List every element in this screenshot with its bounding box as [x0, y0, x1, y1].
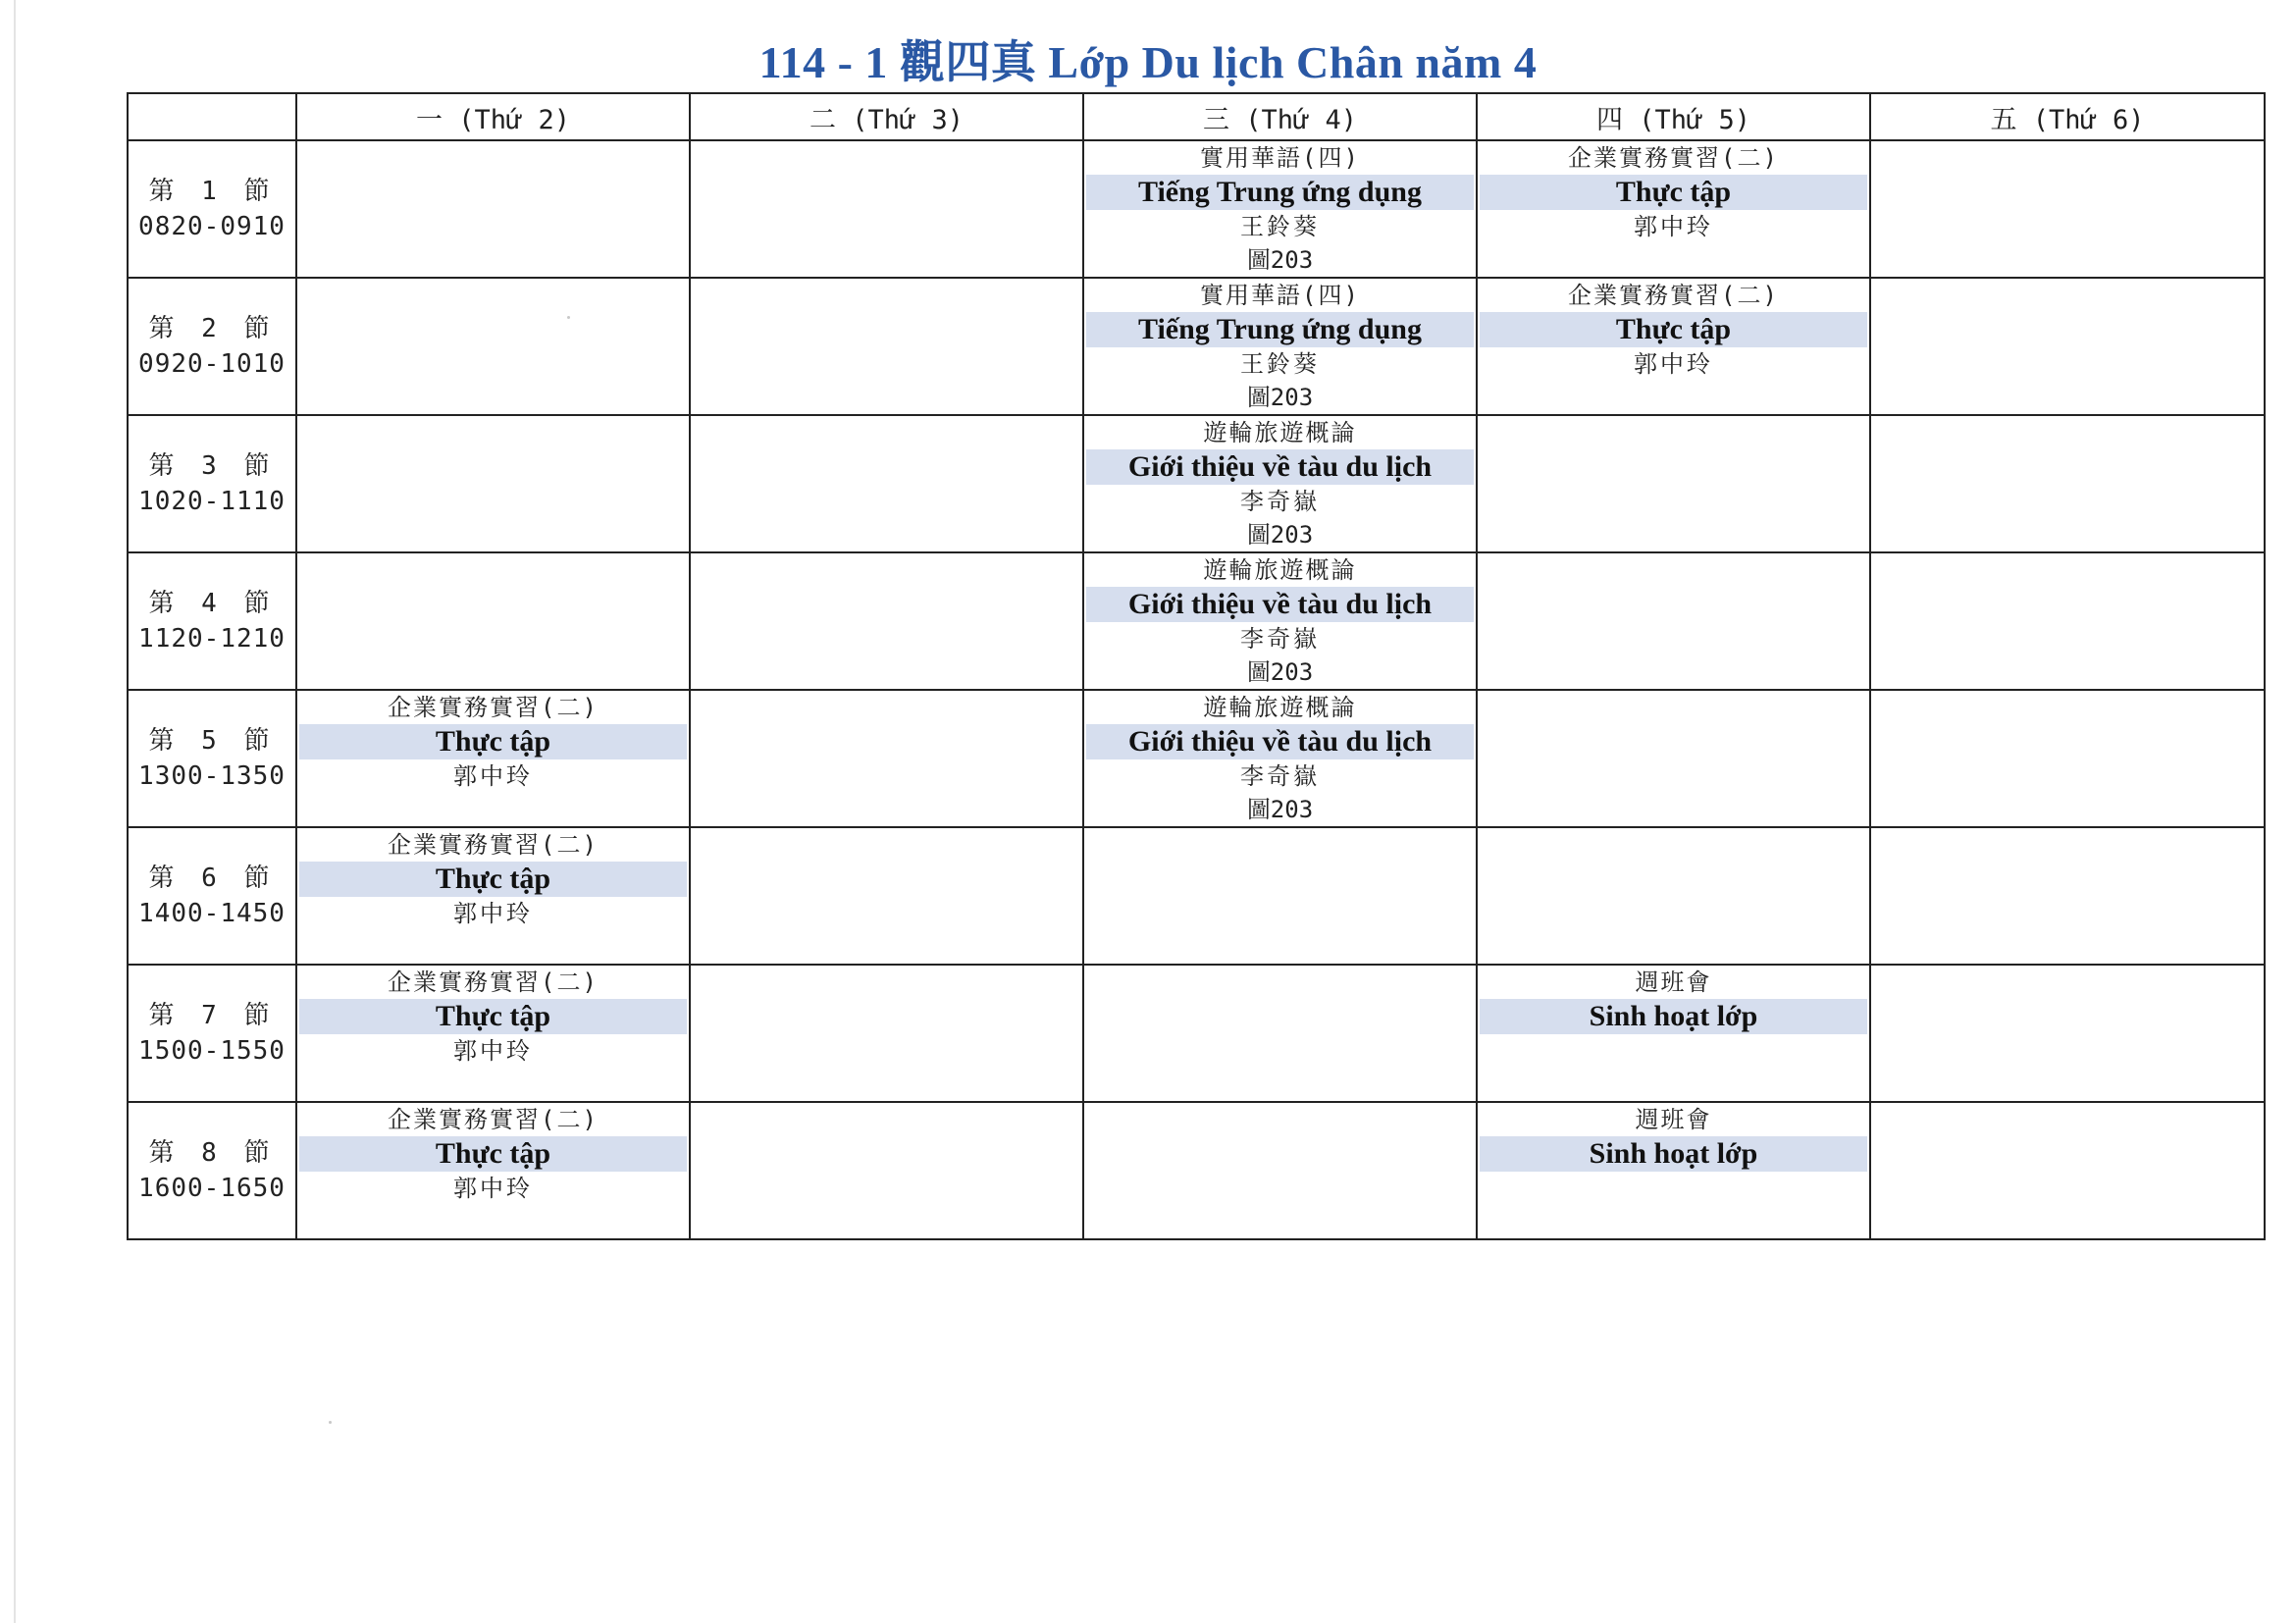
period-time: 1500-1550: [138, 1036, 286, 1066]
period-time: 0820-0910: [138, 212, 286, 241]
class-entry: [1084, 141, 1476, 277]
course-name-vi: Thực tập: [299, 999, 687, 1034]
slot-cell-tue: [690, 827, 1083, 965]
period-row: [128, 552, 2265, 690]
slot-cell-mon: [296, 827, 690, 965]
course-name-vi: Thực tập: [299, 1136, 687, 1172]
slot-cell-thu: [1477, 140, 1870, 278]
course-name-zh: 週班會: [1635, 1106, 1712, 1133]
slot-cell-mon: [296, 690, 690, 827]
course-name-vi: Tiếng Trung ứng dụng: [1086, 175, 1474, 210]
teacher-name: 王鈴葵: [1240, 213, 1320, 240]
slot-cell-mon: [296, 1102, 690, 1239]
period-cell: [128, 552, 296, 690]
class-entry: [1478, 1103, 1869, 1172]
slot-cell-fri: [1870, 415, 2265, 552]
timetable-body: [128, 140, 2265, 1239]
slot-cell-tue: [690, 965, 1083, 1102]
period-time: 1400-1450: [138, 899, 286, 928]
course-name-zh: 遊輪旅遊概論: [1203, 694, 1357, 721]
scan-speck: [567, 316, 570, 319]
course-name-zh: 企業實務實習(二): [388, 969, 599, 996]
scan-speck: [329, 1421, 332, 1424]
teacher-name: 王鈴葵: [1240, 350, 1320, 378]
class-entry: [1478, 141, 1869, 243]
day-header-thu: 四 (Thứ 5): [1477, 93, 1870, 140]
period-cell: [128, 827, 296, 965]
slot-cell-mon: [296, 140, 690, 278]
class-entry: [1084, 416, 1476, 551]
slot-cell-wed: [1083, 965, 1477, 1102]
slot-cell-tue: [690, 140, 1083, 278]
slot-cell-wed: [1083, 827, 1477, 965]
slot-cell-thu: [1477, 278, 1870, 415]
period-cell: [128, 140, 296, 278]
room-code: 圖203: [1246, 246, 1314, 274]
slot-cell-tue: [690, 690, 1083, 827]
day-header-wed: 三 (Thứ 4): [1083, 93, 1477, 140]
period-time: 1120-1210: [138, 624, 286, 654]
teacher-name: 郭中玲: [1634, 213, 1713, 240]
period-cell: [128, 415, 296, 552]
class-entry: [297, 828, 689, 930]
course-name-zh: 週班會: [1635, 969, 1712, 996]
course-name-zh: 遊輪旅遊概論: [1203, 556, 1357, 584]
teacher-name: 郭中玲: [1634, 350, 1713, 378]
slot-cell-fri: [1870, 827, 2265, 965]
slot-cell-mon: [296, 278, 690, 415]
teacher-name: 郭中玲: [453, 762, 533, 790]
day-header-tue: 二 (Thứ 3): [690, 93, 1083, 140]
corner-cell: [128, 93, 296, 140]
slot-cell-wed: [1083, 690, 1477, 827]
period-time: 0920-1010: [138, 349, 286, 379]
period-row: [128, 965, 2265, 1102]
course-name-zh: 實用華語(四): [1200, 144, 1360, 172]
class-entry: [1478, 966, 1869, 1034]
teacher-name: 李奇嶽: [1240, 762, 1320, 790]
class-entry: [1478, 279, 1869, 381]
period-label: 第 2 節: [148, 314, 276, 343]
course-name-vi: Giới thiệu về tàu du lịch: [1086, 449, 1474, 485]
slot-cell-thu: [1477, 552, 1870, 690]
slot-cell-thu: [1477, 965, 1870, 1102]
course-name-vi: Sinh hoạt lớp: [1480, 999, 1867, 1034]
class-entry: [1084, 279, 1476, 414]
slot-cell-tue: [690, 415, 1083, 552]
period-time: 1600-1650: [138, 1174, 286, 1203]
course-name-zh: 企業實務實習(二): [388, 831, 599, 859]
slot-cell-mon: [296, 552, 690, 690]
teacher-name: 郭中玲: [453, 900, 533, 927]
period-cell: [128, 1102, 296, 1239]
period-time: 1300-1350: [138, 761, 286, 791]
period-label: 第 3 節: [148, 451, 276, 481]
slot-cell-fri: [1870, 278, 2265, 415]
page-title: 114 - 1 觀四真 Lớp Du lịch Chân năm 4: [758, 37, 1538, 87]
period-label: 第 8 節: [148, 1138, 276, 1168]
page-edge: [14, 0, 16, 1623]
room-code: 圖203: [1246, 796, 1314, 823]
course-name-vi: Thực tập: [1480, 175, 1867, 210]
timetable: [127, 92, 2266, 1240]
course-name-zh: 企業實務實習(二): [388, 1106, 599, 1133]
slot-cell-tue: [690, 278, 1083, 415]
slot-cell-thu: [1477, 1102, 1870, 1239]
class-entry: [297, 1103, 689, 1205]
period-cell: [128, 690, 296, 827]
course-name-vi: Sinh hoạt lớp: [1480, 1136, 1867, 1172]
period-label: 第 6 節: [148, 864, 276, 893]
room-code: 圖203: [1246, 658, 1314, 686]
period-label: 第 4 節: [148, 589, 276, 618]
period-row: [128, 1102, 2265, 1239]
room-code: 圖203: [1246, 521, 1314, 549]
period-row: [128, 140, 2265, 278]
slot-cell-thu: [1477, 415, 1870, 552]
period-label: 第 1 節: [148, 177, 276, 206]
course-name-zh: 遊輪旅遊概論: [1203, 419, 1357, 446]
course-name-zh: 企業實務實習(二): [1568, 282, 1779, 309]
room-code: 圖203: [1246, 384, 1314, 411]
slot-cell-mon: [296, 965, 690, 1102]
slot-cell-fri: [1870, 1102, 2265, 1239]
course-name-vi: Thực tập: [299, 724, 687, 759]
period-row: [128, 690, 2265, 827]
slot-cell-mon: [296, 415, 690, 552]
slot-cell-fri: [1870, 140, 2265, 278]
teacher-name: 李奇嶽: [1240, 625, 1320, 653]
course-name-vi: Thực tập: [299, 862, 687, 897]
period-row: [128, 827, 2265, 965]
class-entry: [1084, 553, 1476, 689]
course-name-vi: Thực tập: [1480, 312, 1867, 347]
slot-cell-fri: [1870, 965, 2265, 1102]
slot-cell-fri: [1870, 552, 2265, 690]
period-row: [128, 278, 2265, 415]
slot-cell-wed: [1083, 415, 1477, 552]
period-cell: [128, 278, 296, 415]
day-header-fri: 五 (Thứ 6): [1870, 93, 2265, 140]
slot-cell-wed: [1083, 140, 1477, 278]
slot-cell-wed: [1083, 552, 1477, 690]
slot-cell-fri: [1870, 690, 2265, 827]
teacher-name: 李奇嶽: [1240, 488, 1320, 515]
course-name-vi: Giới thiệu về tàu du lịch: [1086, 587, 1474, 622]
slot-cell-wed: [1083, 1102, 1477, 1239]
course-name-zh: 企業實務實習(二): [1568, 144, 1779, 172]
course-name-vi: Giới thiệu về tàu du lịch: [1086, 724, 1474, 759]
period-time: 1020-1110: [138, 487, 286, 516]
header-row: [128, 93, 2265, 140]
teacher-name: 郭中玲: [453, 1175, 533, 1202]
period-cell: [128, 965, 296, 1102]
class-entry: [297, 691, 689, 793]
period-row: [128, 415, 2265, 552]
slot-cell-thu: [1477, 827, 1870, 965]
slot-cell-thu: [1477, 690, 1870, 827]
class-entry: [297, 966, 689, 1068]
course-name-zh: 實用華語(四): [1200, 282, 1360, 309]
slot-cell-tue: [690, 1102, 1083, 1239]
course-name-zh: 企業實務實習(二): [388, 694, 599, 721]
class-entry: [1084, 691, 1476, 826]
day-header-mon: 一 (Thứ 2): [296, 93, 690, 140]
slot-cell-wed: [1083, 278, 1477, 415]
course-name-vi: Tiếng Trung ứng dụng: [1086, 312, 1474, 347]
period-label: 第 7 節: [148, 1001, 276, 1030]
slot-cell-tue: [690, 552, 1083, 690]
period-label: 第 5 節: [148, 726, 276, 756]
teacher-name: 郭中玲: [453, 1037, 533, 1065]
